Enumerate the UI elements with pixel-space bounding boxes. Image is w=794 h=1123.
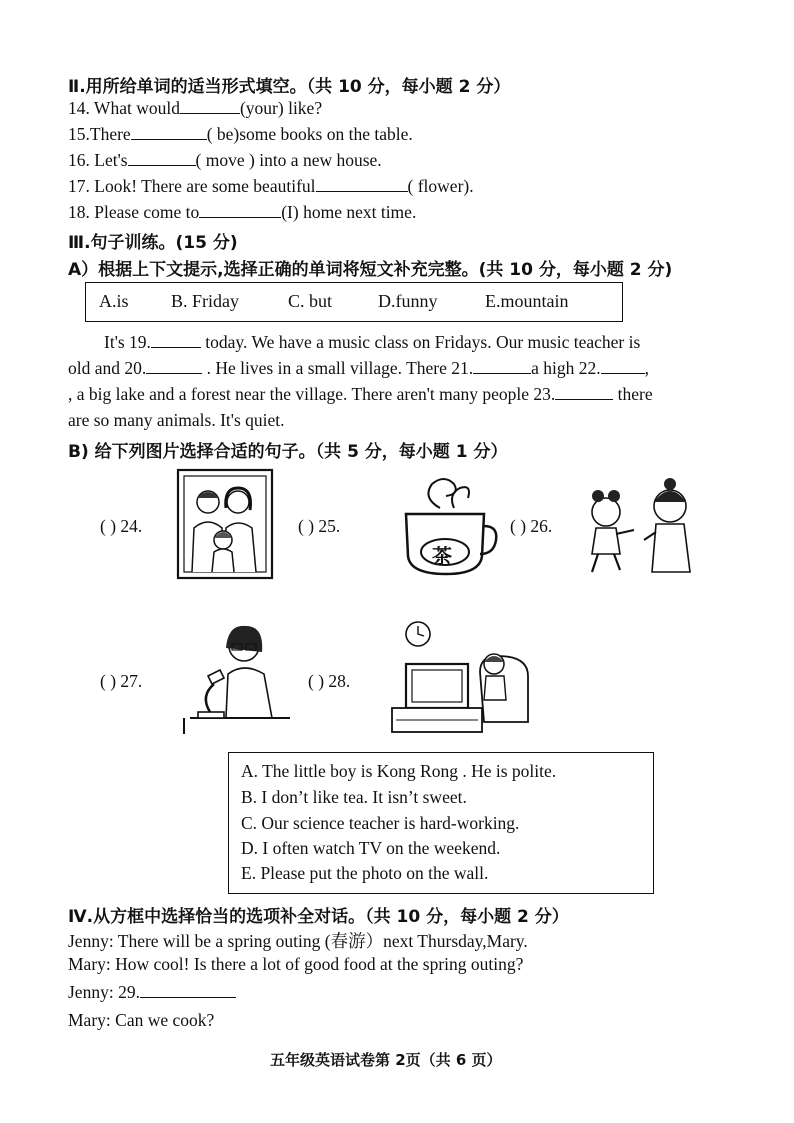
question-16: [68, 150, 382, 171]
passage-text: there: [613, 384, 653, 404]
picture-26-label: ( ) 26.: [510, 516, 553, 536]
q14-hint: (your) like?: [239, 98, 323, 118]
q14-text: 14. What would: [68, 98, 180, 118]
q18-blank[interactable]: [199, 217, 281, 218]
passage-text: It's 19.: [104, 332, 151, 352]
tea-cup-text: 茶: [432, 544, 452, 568]
picture-28-label: ( ) 28.: [308, 671, 351, 691]
section-3-title: Ⅲ.句子训练。(15 分): [68, 233, 238, 253]
passage-text: a high 22.: [531, 358, 601, 378]
two-children-icon: [582, 474, 712, 584]
q16-text: 16. Let's: [68, 150, 128, 170]
option-d: D.funny: [378, 291, 438, 311]
q14-blank[interactable]: [180, 113, 240, 114]
passage-line-4: are so many animals. It's quiet.: [68, 410, 285, 430]
option-e: E.mountain: [485, 291, 569, 311]
q15-text: 15.There: [68, 124, 131, 144]
passage-line-1: [104, 332, 640, 353]
q16-blank[interactable]: [128, 165, 196, 166]
boy-watching-tv-icon: [388, 618, 534, 740]
blank-23[interactable]: [555, 399, 613, 400]
passage-text: , a big lake and a forest near the village. There aren't many people 23.: [68, 384, 556, 404]
word-options-box: [85, 282, 623, 322]
part-a-title: A）根据上下文提示,选择正确的单词将短文补充完整。(共 10 分，每小题 2 分): [68, 260, 673, 280]
blank-20[interactable]: [146, 373, 202, 374]
sentence-d: D. I often watch TV on the weekend.: [241, 838, 501, 858]
dialog-line-4: Mary: Can we cook?: [68, 1010, 215, 1030]
option-a: A.is: [99, 291, 129, 311]
section-2-title: Ⅱ.用所给单词的适当形式填空。（共 10 分，每小题 2 分）: [68, 77, 511, 97]
q17-hint: ( flower).: [407, 176, 474, 196]
page-footer: 五年级英语试卷第 2页（共 6 页）: [270, 1051, 502, 1069]
family-photo-icon: [176, 468, 274, 580]
dialog-line-3: [68, 982, 236, 1003]
passage-line-2: [68, 358, 649, 379]
picture-24-label: ( ) 24.: [100, 516, 143, 536]
q18-hint: (I) home next time.: [281, 202, 417, 222]
option-c: C. but: [288, 291, 333, 311]
picture-27-label: ( ) 27.: [100, 671, 143, 691]
part-b-title: B) 给下列图片选择合适的句子。（共 5 分，每小题 1 分）: [68, 442, 508, 462]
q15-blank[interactable]: [131, 139, 207, 140]
question-14: [68, 98, 322, 119]
q18-text: 18. Please come to: [68, 202, 200, 222]
dialog-speaker: Jenny: 29.: [68, 982, 140, 1002]
dialog-line-2: Mary: How cool! Is there a lot of good food at the spring outing?: [68, 954, 524, 974]
passage-text: . He lives in a small village. There 21.: [202, 358, 474, 378]
q15-hint: ( be)some books on the table.: [206, 124, 413, 144]
question-18: [68, 202, 416, 223]
sentence-b: B. I don’t like tea. It isn’t sweet.: [241, 787, 467, 807]
teacher-microscope-icon: [180, 616, 292, 738]
blank-22[interactable]: [601, 373, 645, 374]
option-b: B. Friday: [171, 291, 240, 311]
blank-21[interactable]: [473, 373, 531, 374]
dialog-line-1: Jenny: There will be a spring outing (春游）next Thursday,Mary.: [68, 931, 528, 951]
passage-text: old and 20.: [68, 358, 147, 378]
passage-text: ,: [644, 358, 650, 378]
picture-25-label: ( ) 25.: [298, 516, 341, 536]
blank-19[interactable]: [151, 347, 201, 348]
sentence-e: E. Please put the photo on the wall.: [241, 863, 489, 883]
question-15: [68, 124, 413, 145]
sentence-a: A. The little boy is Kong Rong . He is polite.: [241, 761, 557, 781]
q17-text: 17. Look! There are some beautiful: [68, 176, 316, 196]
q17-blank[interactable]: [316, 191, 408, 192]
passage-line-3: [68, 384, 653, 405]
sentence-c: C. Our science teacher is hard-working.: [241, 813, 520, 833]
section-4-title: Ⅳ.从方框中选择恰当的选项补全对话。（共 10 分，每小题 2 分）: [68, 907, 569, 927]
question-17: [68, 176, 474, 197]
blank-29[interactable]: [140, 997, 236, 998]
q16-hint: ( move ) into a new house.: [195, 150, 382, 170]
passage-text: today. We have a music class on Fridays. Our music teacher is: [200, 332, 641, 352]
sentence-options-box: [228, 752, 654, 894]
